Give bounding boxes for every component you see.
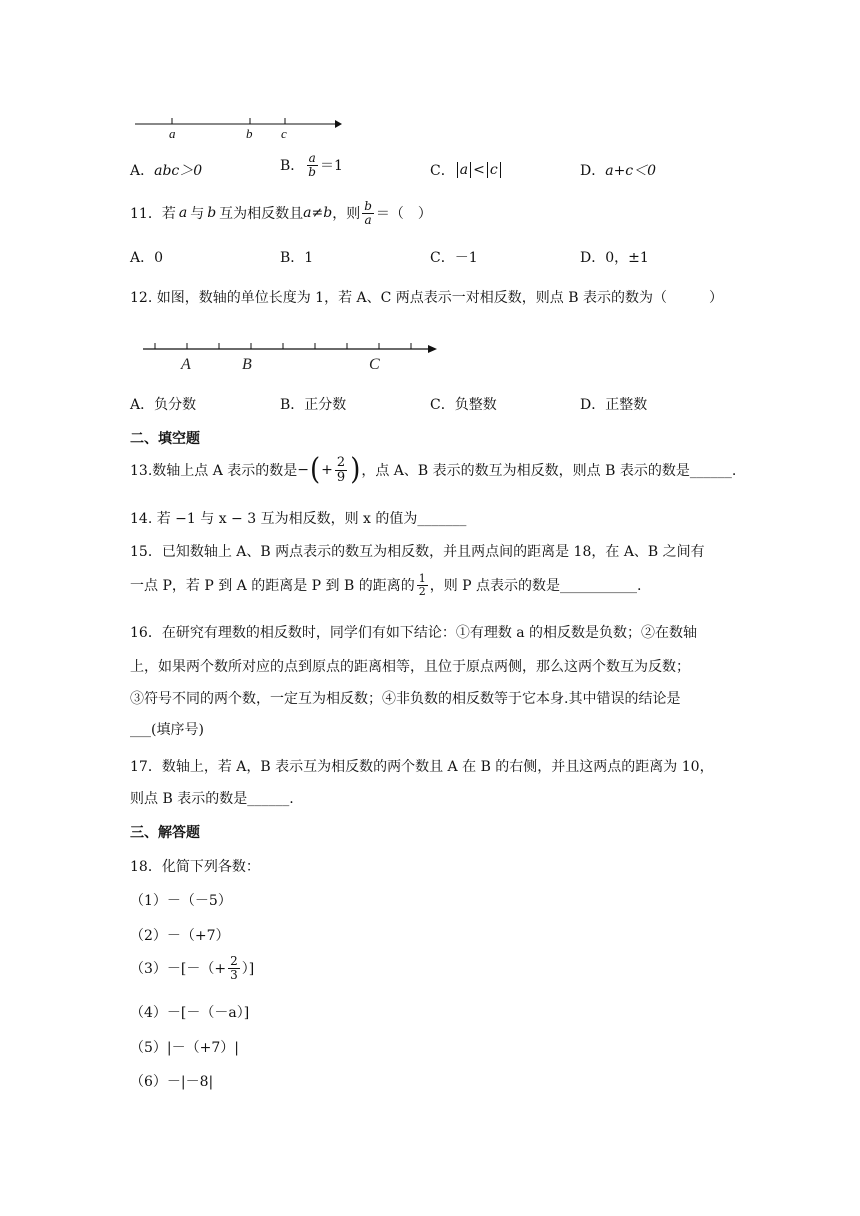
question-15-line-1: 15．已知数轴上 A、B 两点表示的数互为相反数，并且两点间的距离是 18，在 A、B 之间有 (130, 544, 705, 560)
question-11 (130, 200, 432, 226)
fraction-2-over-3 (228, 955, 240, 981)
q11-text: ，则 (332, 206, 361, 223)
q12-option-d: D．正整数 (580, 397, 648, 413)
fraction-numerator: 2 (230, 954, 238, 968)
numline1-label-b: b (246, 126, 253, 141)
number-line-q10 (130, 110, 345, 145)
q11-text: 与 (190, 206, 205, 223)
close-paren: ) (350, 452, 361, 488)
q11-option-c: C．－1 (430, 250, 478, 266)
q10-option-c (430, 160, 503, 180)
fraction-denominator: a (364, 212, 372, 227)
option-label: D． (580, 163, 606, 179)
q15-text: ，则 P 点表示的数是___________. (429, 578, 642, 595)
question-15-line-2 (130, 573, 642, 597)
q10-option-a (130, 160, 202, 180)
question-16-line-2: 上，如果两个数所对应的点到原点的距离相等，且位于原点两侧，那么这两个数互为反数； (130, 659, 690, 675)
question-16-line-1: 16．在研究有理数的相反数时，同学们有如下结论：①有理数 a 的相反数是负数；②在数轴 (130, 625, 698, 641)
numline1-label-c: c (281, 126, 287, 141)
q11-option-b: B．1 (280, 250, 314, 266)
q11-option-a: A．0 (130, 250, 164, 266)
section-heading-answer: 三、解答题 (130, 825, 200, 841)
fraction-numerator: a (308, 151, 316, 165)
q18-item-5: （5）|－（+7）| (130, 1040, 239, 1056)
question-13 (130, 452, 737, 488)
q10-option-b (280, 152, 343, 178)
q13-text: ，点 A、B 表示的数互为相反数，则点 B 表示的数是______. (361, 463, 737, 480)
numline1-label-a: a (169, 126, 176, 141)
option-label: C． (430, 163, 455, 179)
question-17-line-1: 17．数轴上，若 A，B 表示互为相反数的两个数且 A 在 B 的右侧，并且这两点的距离为 10， (130, 759, 714, 775)
q10-options (130, 151, 730, 184)
q18-item-4: （4）－[－（－a）] (130, 1005, 250, 1021)
q12-option-c: C．负整数 (430, 397, 497, 413)
q11-text: 互为相反数且 (219, 206, 304, 223)
fraction-numerator: 2 (336, 455, 346, 470)
q18-item-3-text: （3）－[－（+ (130, 961, 227, 978)
abs-a: a (457, 162, 471, 178)
option-text: abc＞0 (154, 163, 203, 179)
question-12: 12. 如图，数轴的单位长度为 1，若 A、C 两点表示一对相反数，则点 B 表示的数为（ ） (130, 290, 723, 306)
fraction-1-over-2 (417, 573, 428, 597)
q11-var-b: b (207, 205, 217, 222)
fraction-numerator: b (364, 199, 372, 213)
section-heading-fill-in: 二、填空题 (130, 431, 200, 447)
q13-inner-sign: + (321, 462, 333, 479)
fraction-denominator: 9 (336, 469, 346, 485)
option-text: ＝1 (319, 158, 343, 175)
question-16-line-3: ③符号不同的两个数，一定互为相反数；④非负数的相反数等于它本身.其中错误的结论是 (130, 691, 681, 707)
option-label: A． (130, 163, 155, 179)
fraction-a-over-b (306, 152, 318, 178)
q10-option-d (580, 160, 656, 180)
question-18-title: 18．化简下列各数： (130, 859, 260, 875)
fraction-denominator: b (308, 164, 316, 179)
fraction-denominator: 2 (418, 584, 426, 598)
q12-options (130, 394, 730, 418)
q13-sign: − (297, 462, 310, 479)
abs-c: c (487, 162, 501, 178)
q18-item-3-text: ）] (241, 961, 255, 978)
q15-text: 一点 P，若 P 到 A 的距离是 P 到 B 的距离的 (130, 578, 415, 595)
numline2-label-c: C (369, 356, 380, 373)
numline2-label-a: A (181, 356, 191, 373)
fraction-denominator: 3 (230, 967, 238, 982)
question-14: 14. 若 −1 与 x − 3 互为相反数，则 x 的值为_______ (130, 511, 467, 527)
open-paren: ( (310, 452, 321, 488)
numline2-label-b: B (242, 356, 252, 373)
q11-text: ＝（ ） (375, 206, 432, 223)
q13-text: 13.数轴上点 A 表示的数是 (130, 463, 298, 480)
q18-item-2: （2）－（+7） (130, 928, 230, 944)
less-than-sign: < (473, 162, 485, 178)
q18-item-3 (130, 955, 254, 981)
q12-option-b: B．正分数 (280, 397, 347, 413)
q11-var-a: a (178, 205, 188, 222)
option-label: B． (280, 158, 305, 175)
question-16-line-4: ___(填序号) (130, 722, 204, 738)
q11-condition: a≠b (303, 205, 333, 222)
option-text: a+c＜0 (605, 163, 657, 179)
q18-item-1: （1）－（－5） (130, 893, 232, 909)
q11-option-d: D．0，±1 (580, 250, 649, 266)
number-line-q12 (138, 335, 443, 380)
question-17-line-2: 则点 B 表示的数是______. (130, 791, 294, 807)
fraction-b-over-a (362, 200, 374, 226)
q12-option-a: A．负分数 (130, 397, 197, 413)
q18-item-6: （6）－|－8| (130, 1074, 214, 1090)
fraction-numerator: 1 (418, 572, 426, 585)
fraction-2-over-9 (335, 456, 347, 484)
q11-text: 11．若 (130, 206, 176, 223)
q11-options (130, 247, 730, 271)
